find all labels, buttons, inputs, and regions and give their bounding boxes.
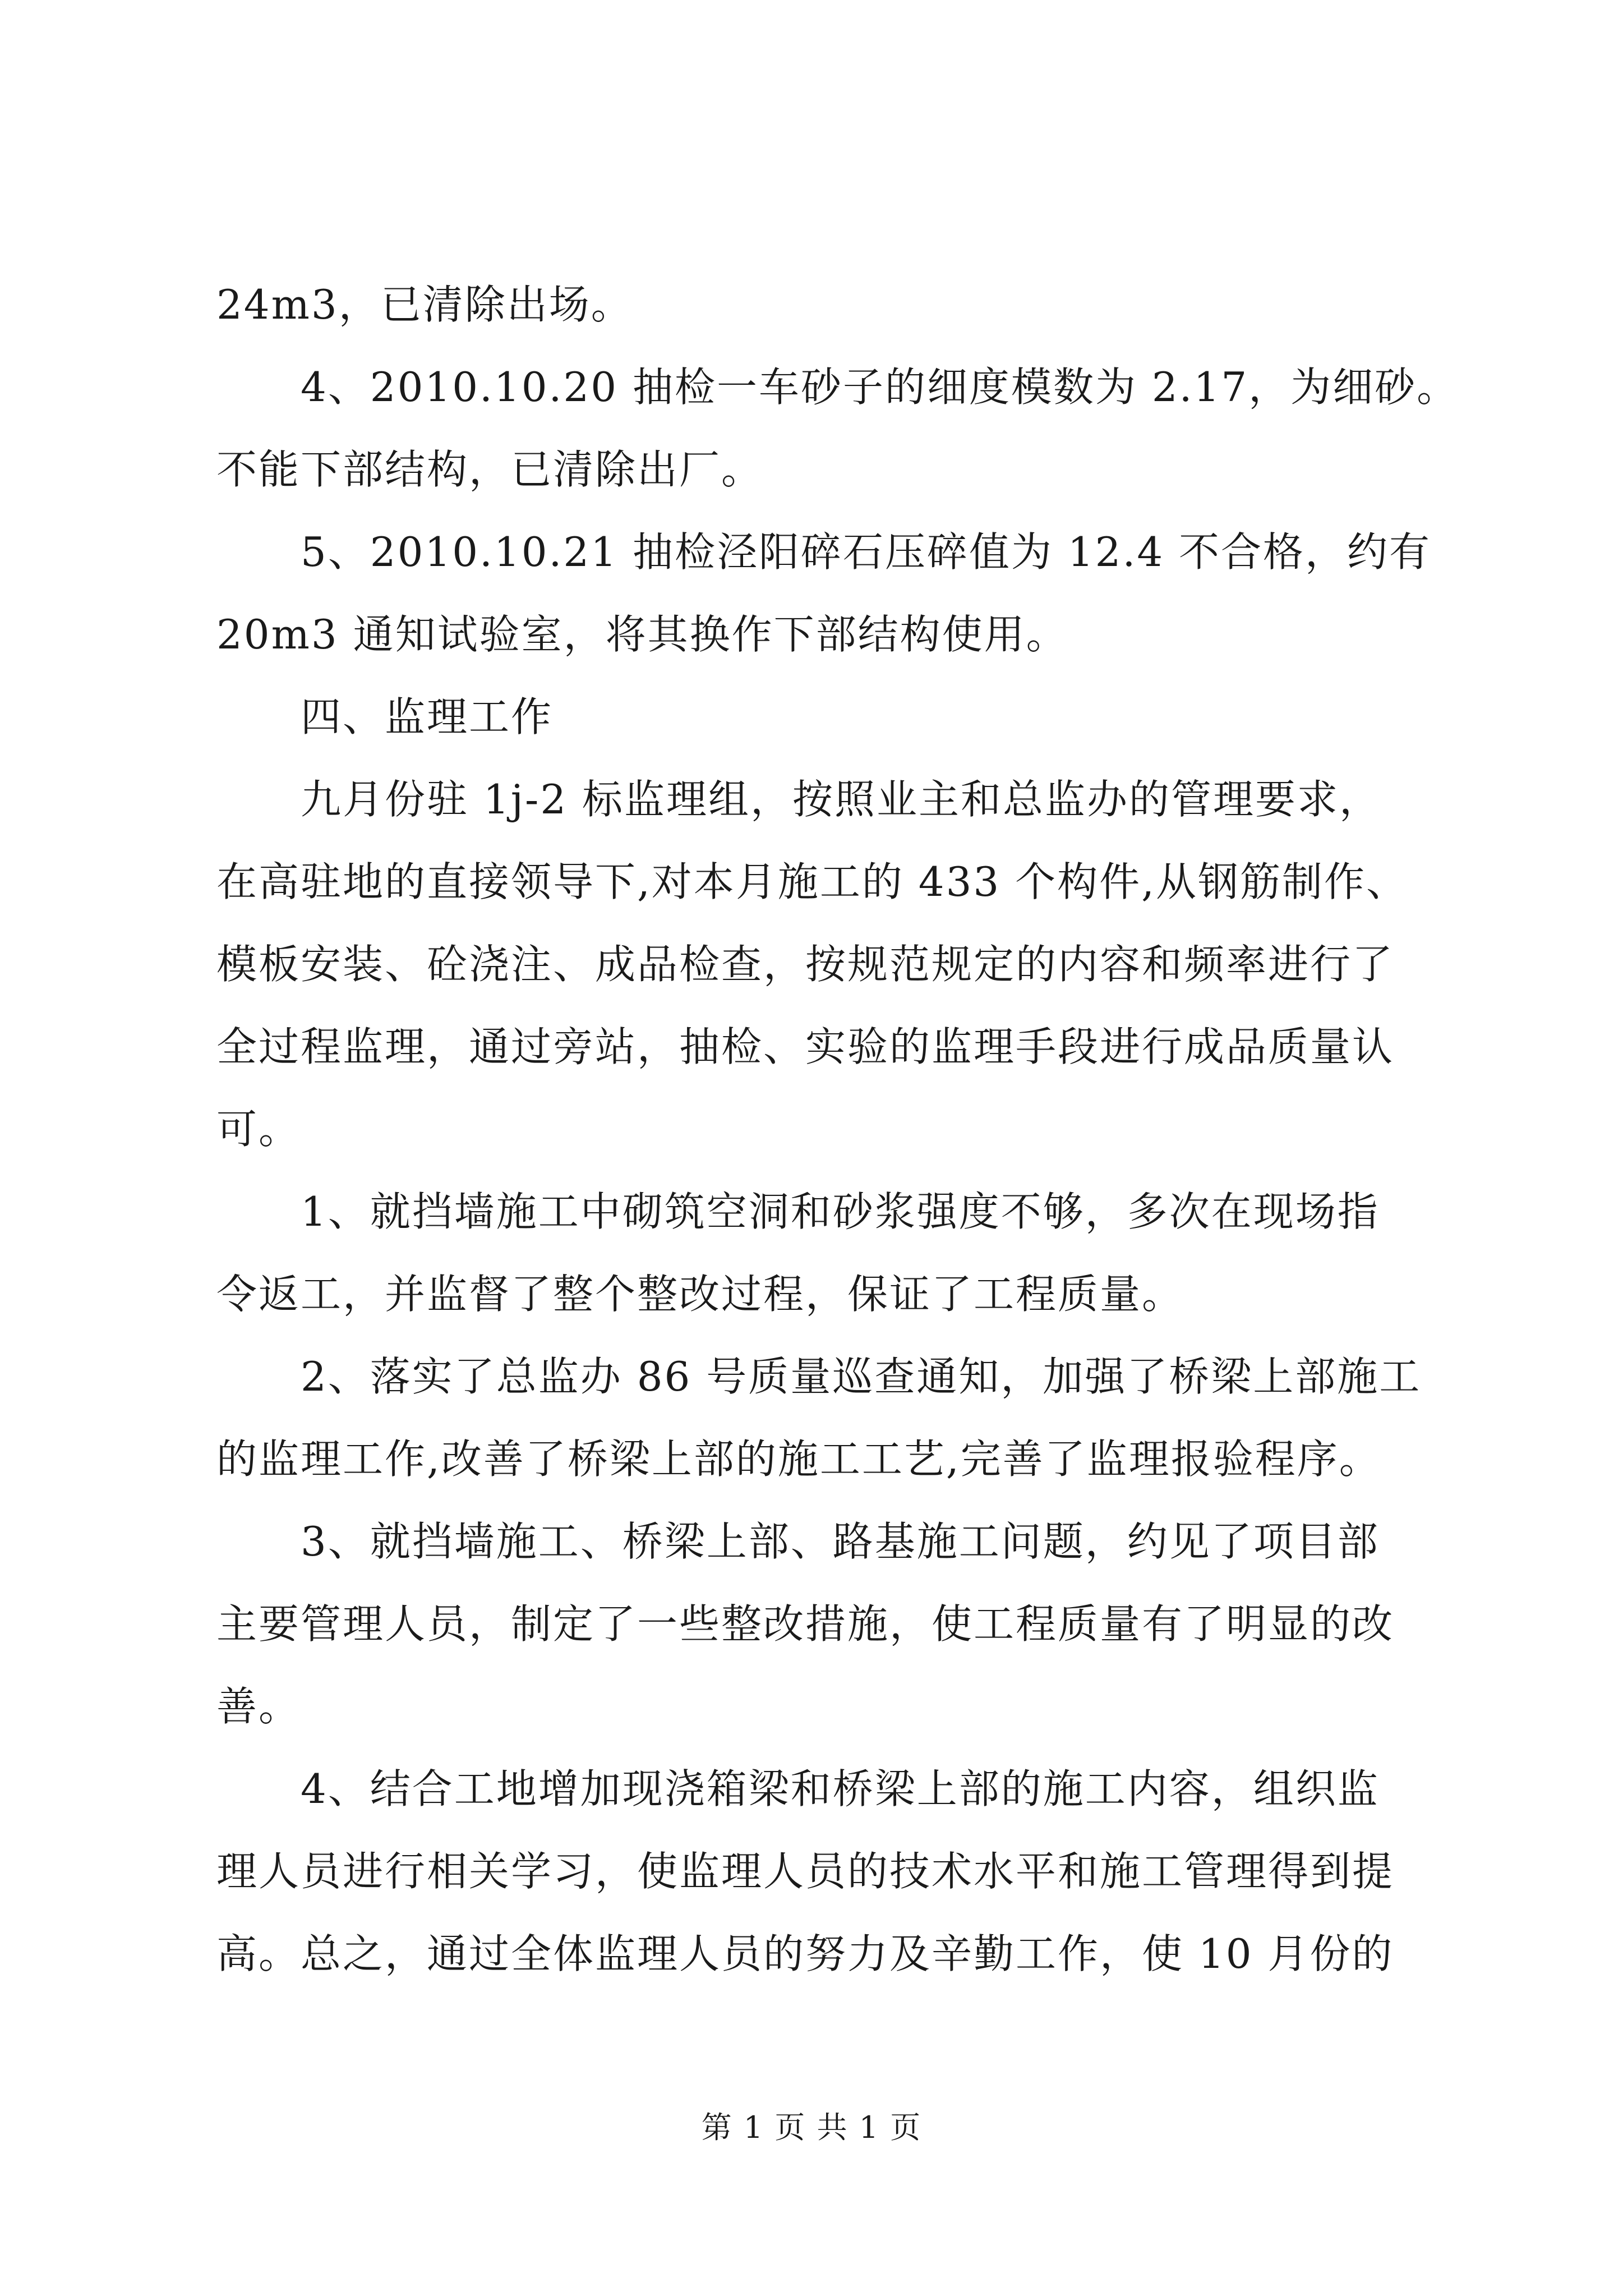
text-line: 模板安装、砼浇注、成品检查，按规范规定的内容和频率进行了 (216, 941, 1395, 988)
text-line: 九月份驻 1j-2 标监理组，按照业主和总监办的管理要求， (301, 776, 1382, 823)
section-heading: 四、监理工作 (301, 693, 554, 740)
document-body (216, 264, 1459, 1995)
page-footer (0, 2108, 1623, 2147)
text-line: 24m3，已清除出场。 (216, 281, 633, 328)
text-line: 5、2010.10.21 抽检泾阳碎石压碎值为 12.4 不合格，约有 (301, 528, 1432, 576)
text-line: 不能下部结构，已清除出厂。 (216, 446, 764, 493)
text-line: 1、就挡墙施工中砌筑空洞和砂浆强度不够，多次在现场指 (301, 1188, 1380, 1235)
text-line: 理人员进行相关学习，使监理人员的技术水平和施工管理得到提 (216, 1848, 1395, 1895)
text-line: 主要管理人员，制定了一些整改措施，使工程质量有了明显的改 (216, 1600, 1395, 1648)
text-line: 高。总之，通过全体监理人员的努力及辛勤工作，使 10 月份的 (216, 1930, 1394, 1977)
text-line: 在高驻地的直接领导下,对本月施工的 433 个构件,从钢筋制作、 (216, 858, 1408, 905)
text-line: 善。 (216, 1683, 301, 1730)
text-line: 3、就挡墙施工、桥梁上部、路基施工问题，约见了项目部 (301, 1518, 1380, 1565)
text-line: 的监理工作,改善了桥梁上部的施工工艺,完善了监理报验程序。 (216, 1435, 1381, 1483)
text-line: 20m3 通知试验室，将其换作下部结构使用。 (216, 611, 1068, 658)
text-line: 令返工，并监督了整个整改过程，保证了工程质量。 (216, 1271, 1184, 1318)
page-number-label: 第 1 页 共 1 页 (701, 2110, 922, 2145)
text-line: 可。 (216, 1106, 301, 1153)
text-line: 4、结合工地增加现浇箱梁和桥梁上部的施工内容，组织监 (301, 1765, 1380, 1812)
text-line: 2、落实了总监办 86 号质量巡查通知，加强了桥梁上部施工 (301, 1353, 1422, 1400)
text-line: 全过程监理，通过旁站，抽检、实验的监理手段进行成品质量认 (216, 1023, 1395, 1070)
text-line: 4、2010.10.20 抽检一车砂子的细度模数为 2.17，为细砂。 (301, 364, 1459, 411)
